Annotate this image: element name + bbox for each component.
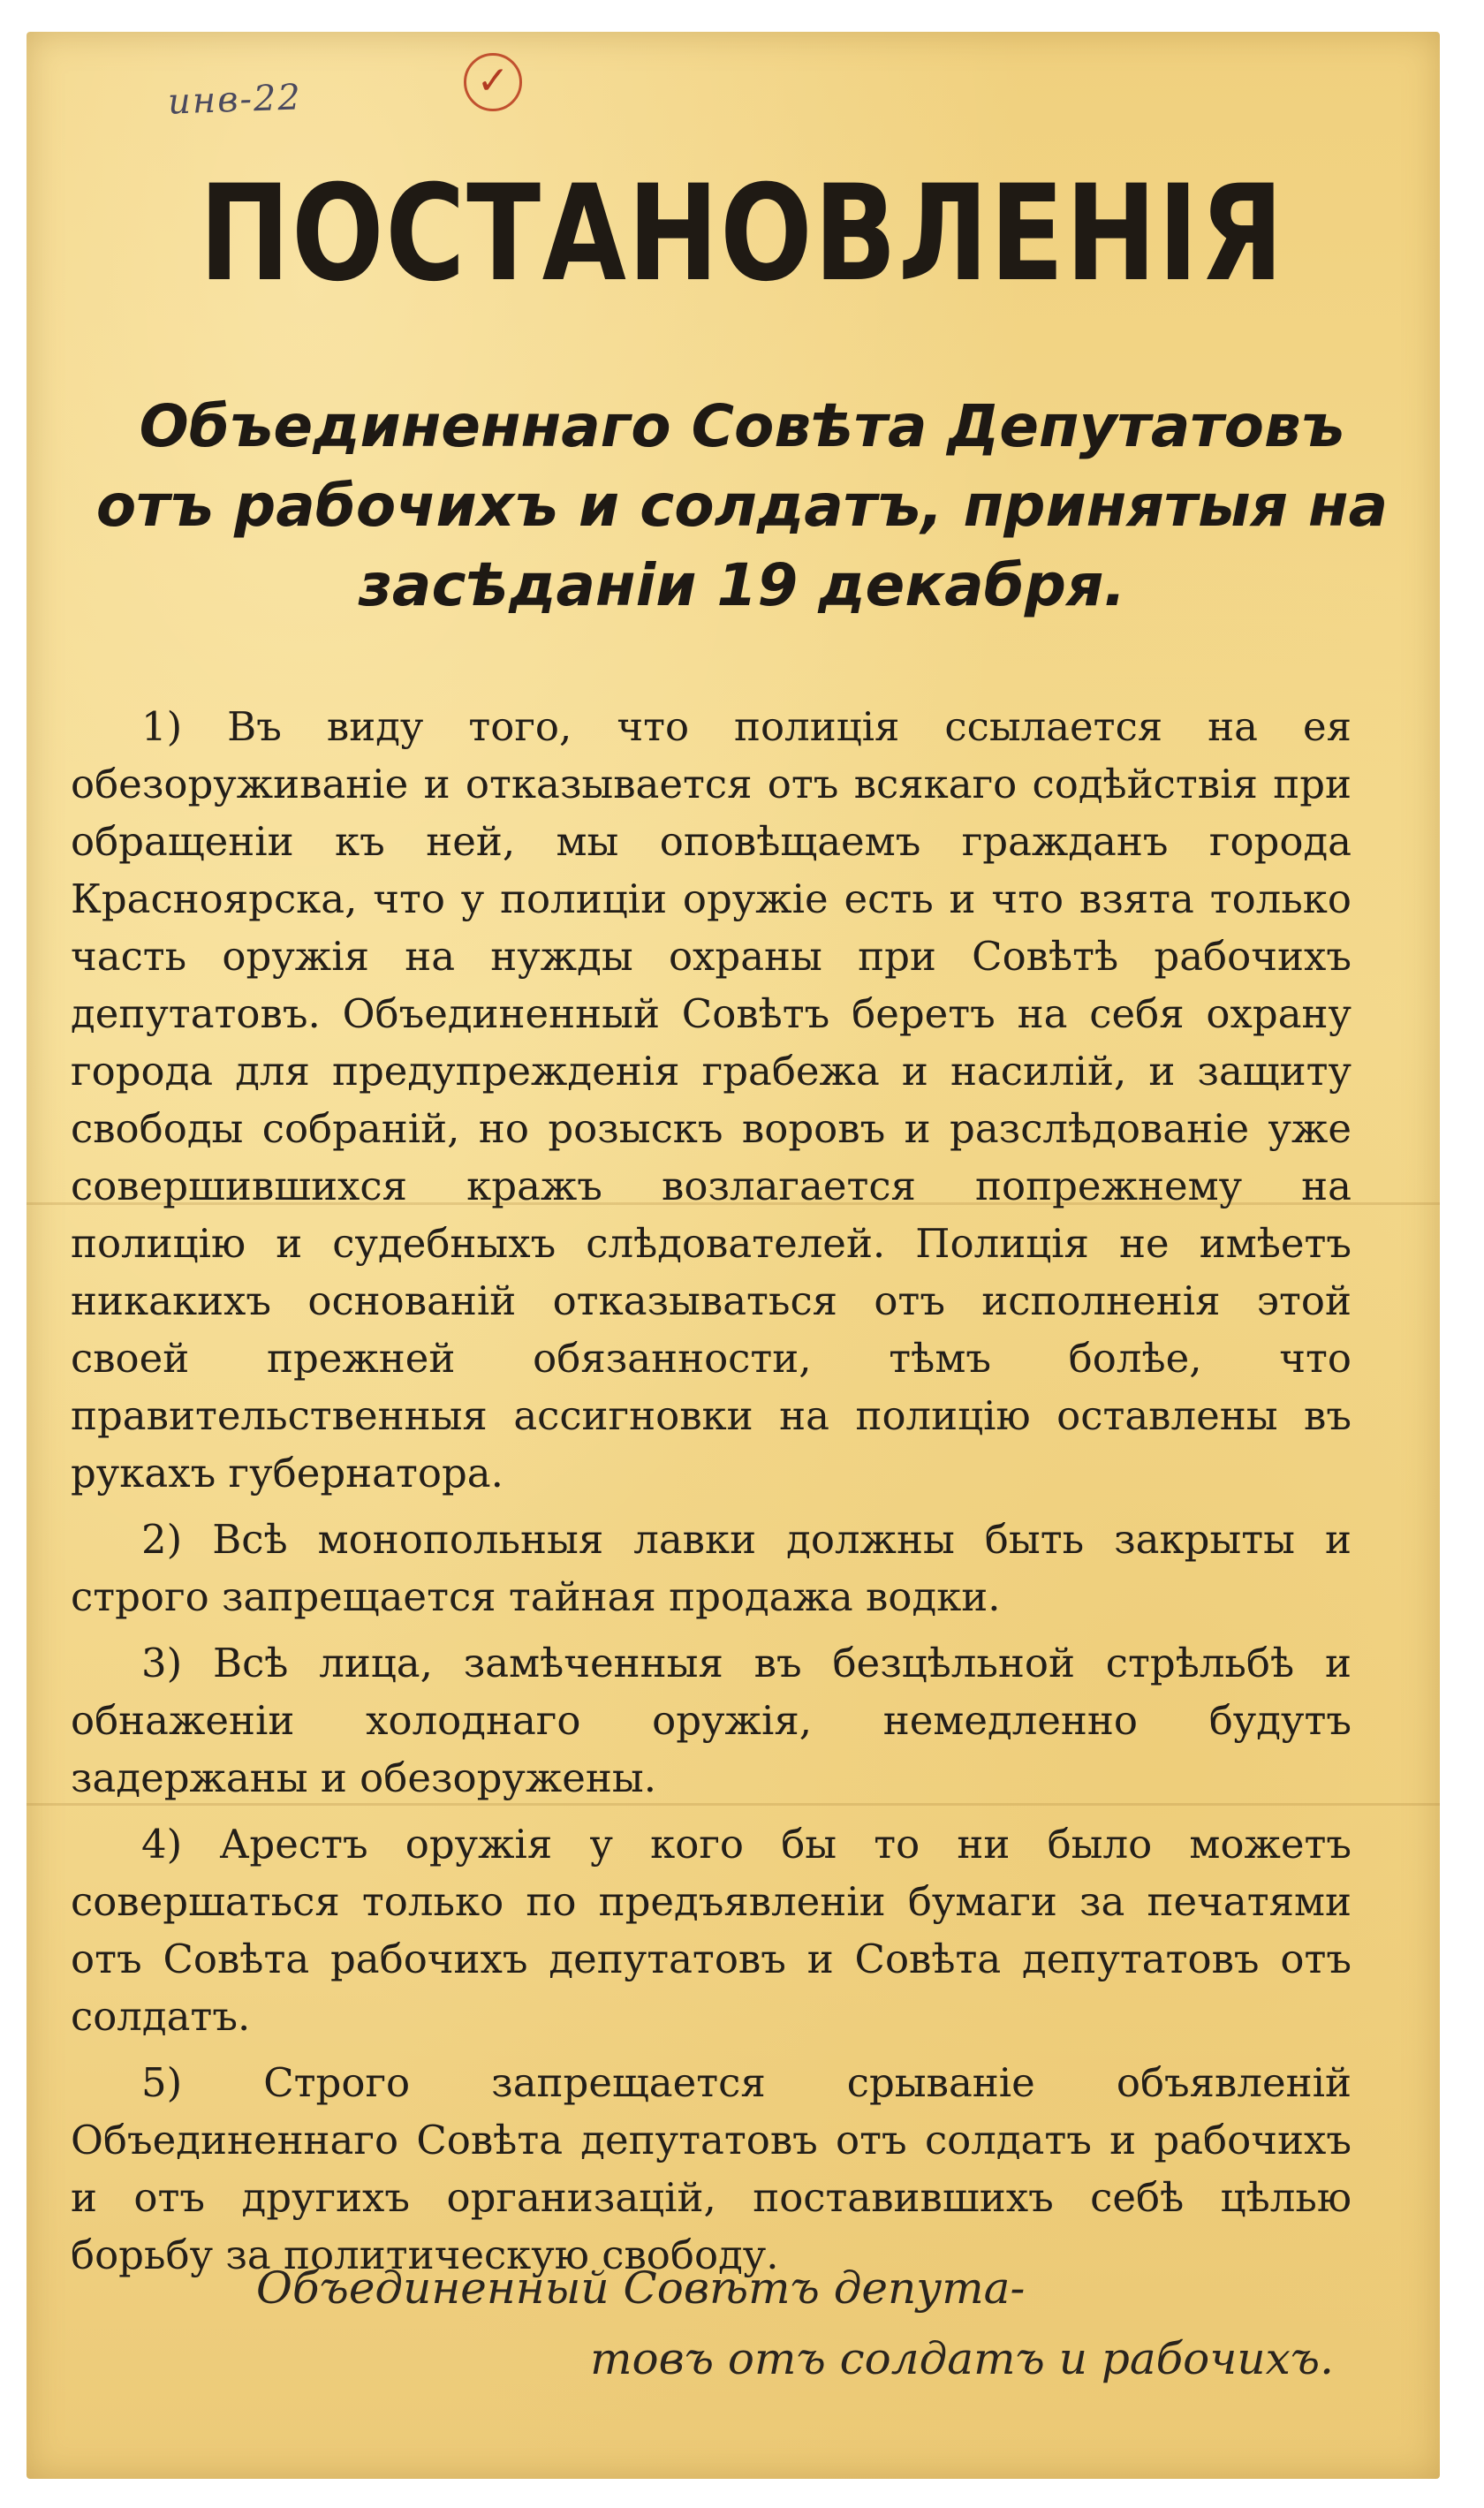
resolution-paragraph-5: 5) Строго запрещается срываніе объявленій Объединеннаго Совѣта депутатовъ отъ солдатъ и рабочихъ и отъ другихъ организацій, поставившихъ себѣ цѣлью борьбу за политическую свободу.	[71, 2059, 1352, 2278]
check-mark-icon: ✓	[464, 53, 522, 111]
inventory-note: инв-22	[167, 77, 303, 123]
resolutions-body	[71, 698, 1352, 2292]
signature-block	[256, 2253, 1352, 2394]
signature-line-2: товъ отъ солдатъ и рабочихъ.	[590, 2333, 1334, 2384]
document-subtitle: Объединеннаго Совѣта Депутатовъ отъ рабочихъ и солдатъ, принятыя на засѣданіи 19 декабря.	[95, 392, 1389, 619]
resolution-paragraph-2: 2) Всѣ монопольныя лавки должны быть закрыты и строго запрещается тайная продажа водки.	[71, 1516, 1352, 1620]
resolution-paragraph-3: 3) Всѣ лица, замѣченныя въ безцѣльной стрѣльбѣ и обнаженіи холоднаго оружія, немедленно будутъ задержаны и обезоружены.	[71, 1640, 1352, 1801]
resolution-paragraph-4: 4) Арестъ оружія у кого бы то ни было можетъ совершаться только по предъявленіи бумаги за печатями отъ Совѣта рабочихъ депутатовъ и Совѣта депутатовъ отъ солдатъ.	[71, 1821, 1352, 2040]
document-title: ПОСТАНОВЛЕНІЯ	[199, 157, 1285, 311]
resolution-paragraph-1: 1) Въ виду того, что полиція ссылается на ея обезоруживаніе и отказывается отъ всякаго содѣйствія при обращеніи къ ней, мы оповѣщаемъ гражданъ города Красноярска, что у полиціи оружіе есть и что взята только часть оружія на нужды охраны при Совѣтѣ рабочихъ депутатовъ. Объединенный Совѣтъ беретъ на себя охрану города для предупрежденія грабежа и насилій, и защиту свободы собраній, но розыскъ воровъ и разслѣдованіе уже совершившихся кражъ возлагается попрежнему на полицію и судебныхъ слѣдователей. Полиція не имѣетъ никакихъ основаній отказываться отъ исполненія этой своей прежней обязанности, тѣмъ болѣе, что правительственныя ассигновки на полицію оставлены въ рукахъ губернатора.	[71, 703, 1352, 1496]
signature-line-1: Объединенный Совѣтъ депута-	[256, 2262, 1026, 2314]
